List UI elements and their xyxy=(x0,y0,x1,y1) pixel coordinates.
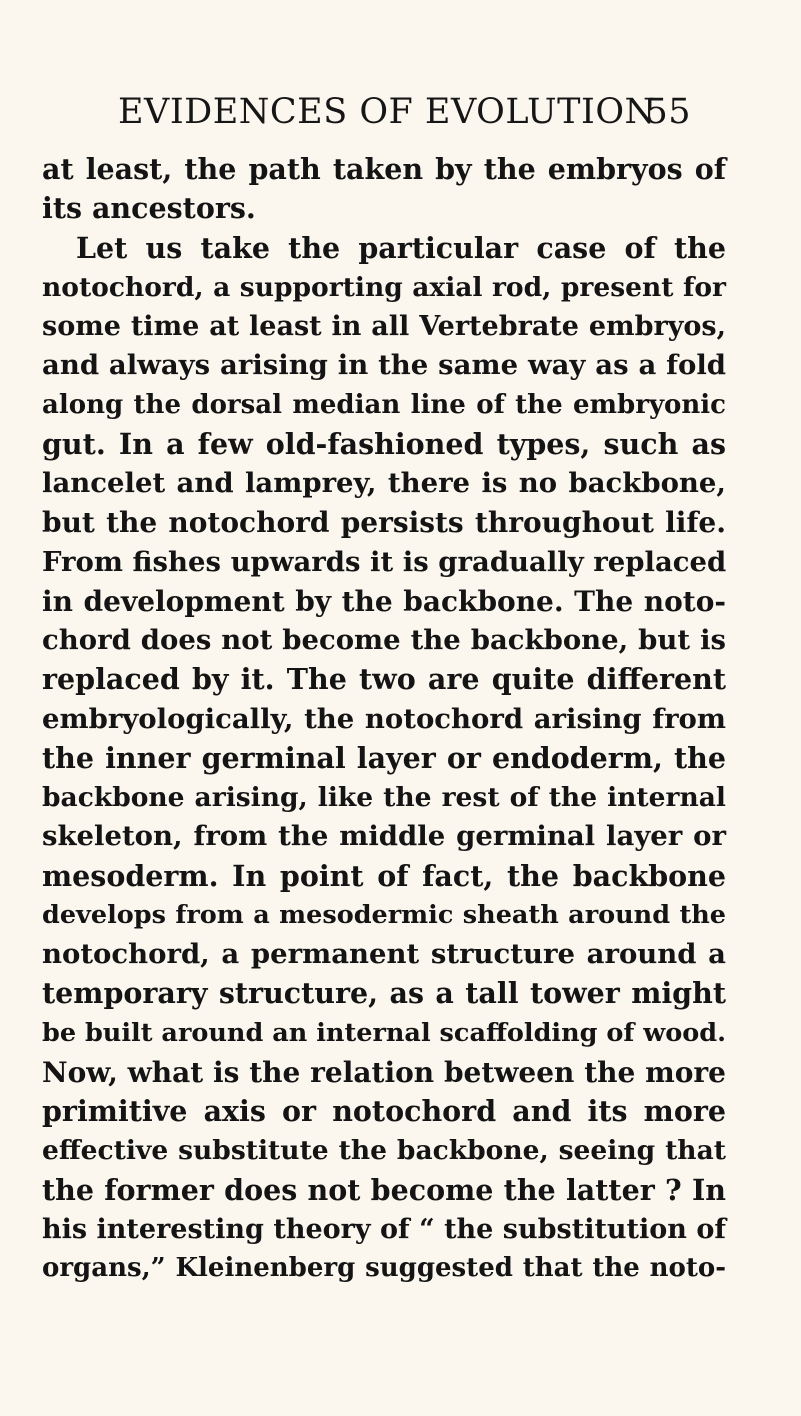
text-line: in development by the backbone. The noto- xyxy=(42,584,726,618)
text-line: Let us take the particular case of the xyxy=(76,230,726,265)
page-number: 55 xyxy=(645,92,691,132)
text-line: the inner germinal layer or endoderm, the xyxy=(42,740,726,775)
text-line: chord does not become the backbone, but is xyxy=(42,624,726,656)
text-line: some time at least in all Vertebrate embryos, xyxy=(42,311,726,342)
text-line: Now, what is the relation between the more xyxy=(42,1055,726,1089)
running-title: EVIDENCES OF EVOLUTION xyxy=(118,92,656,132)
text-line: primitive axis or notochord and its more xyxy=(42,1094,726,1128)
text-line: be built around an internal scaffolding of wood. xyxy=(42,1017,726,1048)
text-line: embryologically, the notochord arising from xyxy=(42,702,726,735)
text-line: at least, the path taken by the embryos of xyxy=(42,152,726,186)
text-line: mesoderm. In point of fact, the backbone xyxy=(42,858,726,893)
text-line: the former does not become the latter ? In xyxy=(42,1172,726,1207)
text-line: notochord, a permanent structure around a xyxy=(42,938,726,970)
text-line: its ancestors. xyxy=(42,191,256,226)
text-line: temporary structure, as a tall tower might xyxy=(42,976,726,1011)
text-line: but the notochord persists throughout life. xyxy=(42,506,726,540)
text-line: backbone arising, like the rest of the internal xyxy=(42,782,726,813)
text-line: effective substitute the backbone, seeing that xyxy=(42,1135,726,1167)
body-text xyxy=(42,150,726,1288)
text-line: lancelet and lamprey, there is no backbone, xyxy=(42,467,726,499)
text-line: gut. In a few old-fashioned types, such as xyxy=(42,426,726,461)
text-line: and always arising in the same way as a fold xyxy=(42,349,726,382)
text-line: develops from a mesodermic sheath around the xyxy=(42,899,726,930)
running-head xyxy=(118,92,691,140)
text-line: skeleton, from the middle germinal layer or xyxy=(42,820,726,853)
text-line: replaced by it. The two are quite different xyxy=(42,662,726,697)
text-line: organs,” Kleinenberg suggested that the noto- xyxy=(42,1253,726,1283)
text-line: his interesting theory of “ the substitution of xyxy=(42,1213,726,1245)
text-line: From fishes upwards it is gradually replaced xyxy=(42,545,727,578)
text-line: along the dorsal median line of the embryonic xyxy=(42,389,726,420)
text-line: notochord, a supporting axial rod, present for xyxy=(42,271,726,303)
